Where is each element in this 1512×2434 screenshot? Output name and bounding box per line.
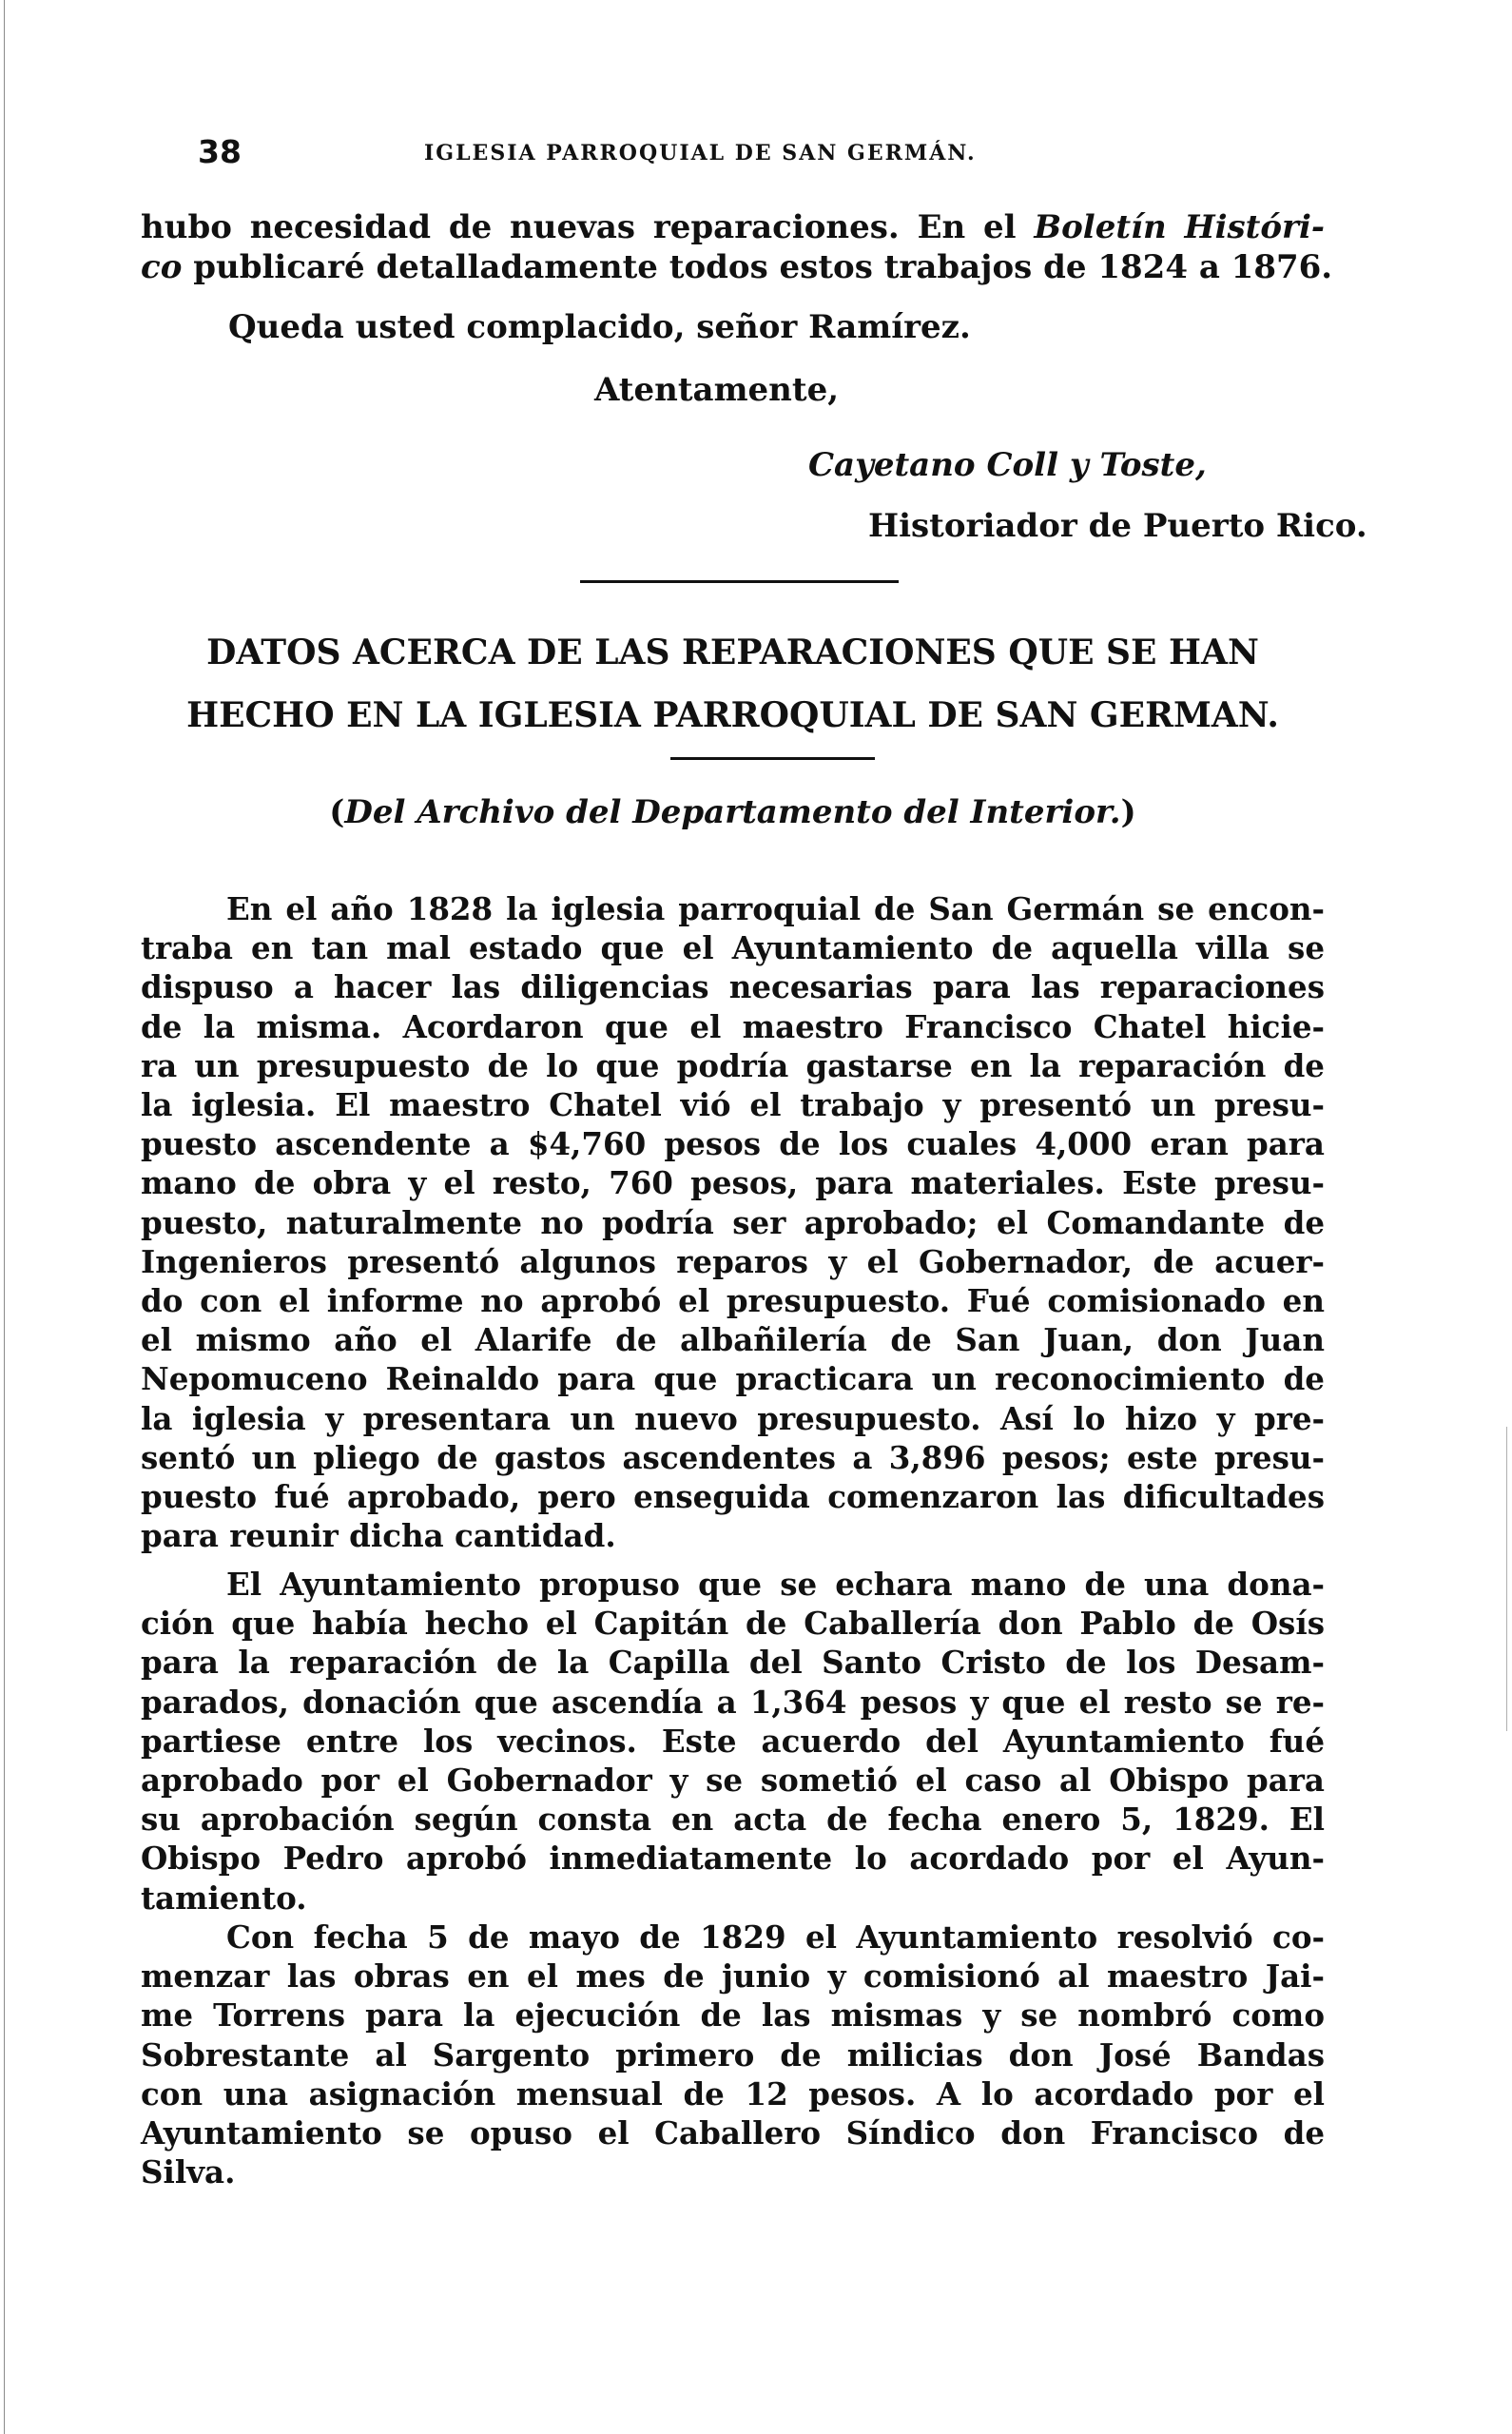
p1-line: ra un presupuesto de lo que podría gastarse en la reparación de [141,1046,1325,1084]
intro-line-3: Queda usted complacido, señor Ramírez. [228,308,971,346]
source-note [141,792,1325,832]
p2-line: parados, donación que ascendía a 1,364 pesos y que el resto se re- [141,1683,1325,1721]
section-heading-line-2: HECHO EN LA IGLESIA PARROQUIAL DE SAN GERMAN. [186,695,1279,735]
p1-line: Ingenieros presentó algunos reparos y el Gobernador, de acuer- [141,1242,1325,1280]
p1-line: la iglesia y presentara un nuevo presupuesto. Así lo hizo y pre- [141,1399,1325,1437]
p1-line: dispuso a hacer las diligencias necesarias para las reparaciones [141,968,1325,1006]
running-title: IGLESIA PARROQUIAL DE SAN GERMÁN. [424,141,977,166]
p1-line: mano de obra y el resto, 760 pesos, para materiales. Este presu- [141,1164,1325,1202]
source-close-paren: ) [1120,793,1136,831]
p2-line: ción que había hecho el Capitán de Caballería don Pablo de Osís [141,1605,1325,1643]
p3-line: me Torrens para la ejecución de las mismas y se nombró como [141,1996,1325,2035]
p3-line: menzar las obras en el mes de junio y comisionó al maestro Jai- [141,1957,1325,1996]
paragraph-3 [141,1918,1325,2191]
source-text: Del Archivo del Departamento del Interior. [344,793,1121,831]
intro-line-1 [141,207,1325,247]
p3-line: Ayuntamiento se opuso el Caballero Síndico don Francisco de [141,2114,1325,2152]
paragraph-1 [141,889,1325,1555]
page-number: 38 [198,133,242,170]
p1-line: sentó un pliego de gastos ascendentes a 3,896 pesos; este presu- [141,1438,1325,1476]
p2-line: su aprobación según consta en acta de fecha enero 5, 1829. El [141,1801,1325,1839]
p3-line: con una asignación mensual de 12 pesos. A lo acordado por el [141,2074,1325,2113]
letter-continuation [141,207,1333,287]
p3-line: Silva. [141,2153,236,2191]
page-edge-right [1506,1427,1507,1731]
p2-line: tamiento. [141,1879,307,1917]
p1-line: puesto ascendente a $4,760 pesos de los cuales 4,000 eran para [141,1125,1325,1163]
boletin-historico-title: Boletín Históri- [1034,208,1325,246]
intro-line-2-text: publicaré detalladamente todos estos trabajos de 1824 a 1876. [182,248,1333,286]
p1-line: traba en tan mal estado que el Ayuntamiento de aquella villa se [141,929,1325,967]
p1-line: puesto fué aprobado, pero enseguida comenzaron las dificultades [141,1478,1325,1516]
p3-line: Con fecha 5 de mayo de 1829 el Ayuntamiento resolvió co- [226,1918,1325,1956]
p1-line: puesto, naturalmente no podría ser aprobado; el Comandante de [141,1203,1325,1241]
page-edge-left [4,0,5,2434]
p2-line: para la reparación de la Capilla del Santo Cristo de los Desam- [141,1644,1325,1682]
intro-line-2 [141,247,1333,287]
p1-line: el mismo año el Alarife de albañilería de San Juan, don Juan [141,1321,1325,1359]
p1-line: do con el informe no aprobó el presupuesto. Fué comisionado en [141,1282,1325,1320]
p1-line: En el año 1828 la iglesia parroquial de San Germán se encon- [226,890,1325,927]
p3-line: Sobrestante al Sargento primero de milicias don José Bandas [141,2035,1325,2074]
p1-line: la iglesia. El maestro Chatel vió el trabajo y presentó un presu- [141,1086,1325,1124]
signature-role: Historiador de Puerto Rico. [868,507,1367,545]
p2-line: partiese entre los vecinos. Este acuerdo del Ayuntamiento fué [141,1722,1325,1760]
boletin-historico-title-end: co [141,248,183,286]
p1-line: Nepomuceno Reinaldo para que practicara un reconocimiento de [141,1360,1325,1398]
section-divider [580,580,899,583]
p1-line: de la misma. Acordaron que el maestro Francisco Chatel hicie- [141,1007,1325,1045]
paragraph-2 [141,1565,1325,1918]
source-open-paren: ( [329,793,345,831]
section-heading-line-1: DATOS ACERCA DE LAS REPARACIONES QUE SE HAN [206,633,1259,672]
p2-line: aprobado por el Gobernador y se sometió el caso al Obispo para [141,1762,1325,1800]
running-header [198,133,1358,171]
p2-line: El Ayuntamiento propuso que se echara mano de una dona- [226,1566,1325,1603]
p1-line: para reunir dicha cantidad. [141,1517,616,1555]
heading-divider [670,757,875,760]
intro-line-1-text: hubo necesidad de nuevas reparaciones. En el [141,208,1035,246]
signature: Cayetano Coll y Toste, [808,446,1207,484]
p2-line: Obispo Pedro aprobó inmediatamente lo acordado por el Ayun- [141,1840,1325,1878]
salutation: Atentamente, [594,371,840,409]
